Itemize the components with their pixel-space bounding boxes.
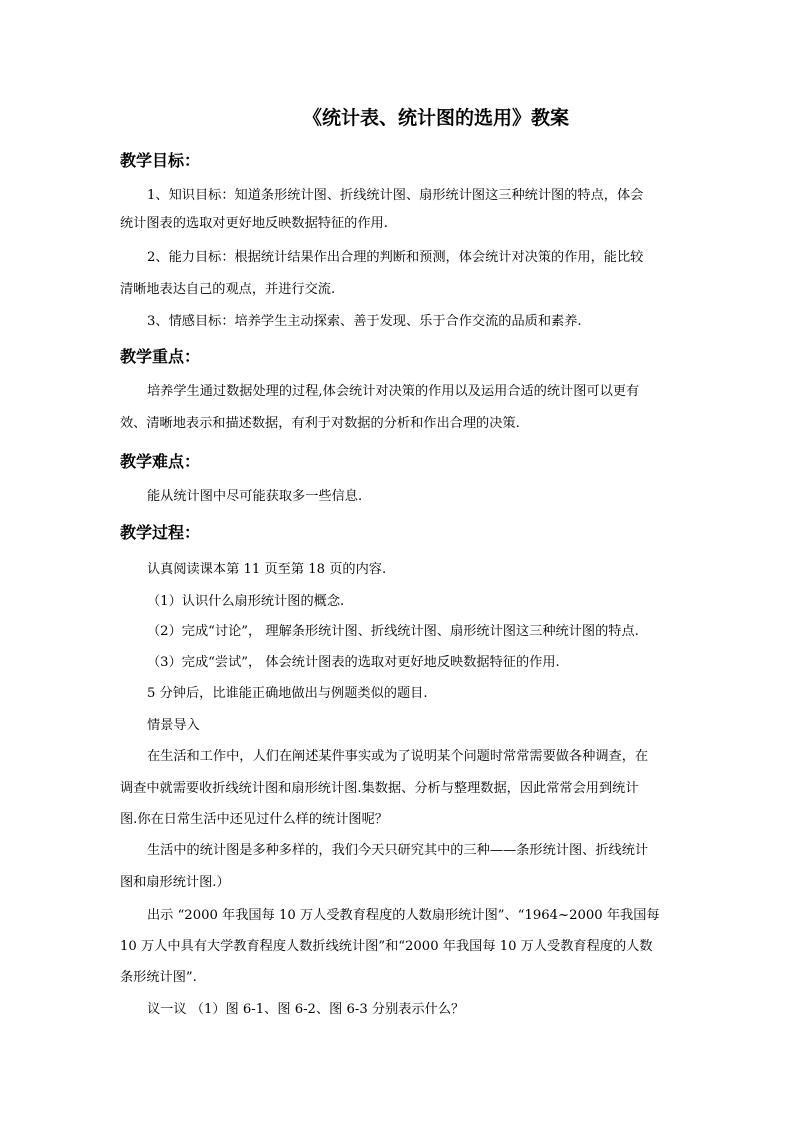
difficulty-heading: 教学难点： <box>120 452 201 471</box>
objective-3: 3、情感目标：培养学生主动探索、善于发现、乐于合作交流的品质和素养. <box>147 314 582 329</box>
life-line-1: 生活中的统计图是多种多样的，我们今天只研究其中的三种——条形统计图、折线统计 <box>147 843 649 858</box>
scene-line-2: 调查中就需要收折线统计图和扇形统计图.集数据、分析与整理数据，因此常常会用到统计 <box>120 781 639 796</box>
objective-1-line-2: 统计图表的选取对更好地反映数据特征的作用. <box>120 216 388 231</box>
document-title: 《统计表、统计图的选用》教案 <box>302 107 569 129</box>
key-points-line-1: 培养学生通过数据处理的过程,体会统计对决策的作用以及运用合适的统计图可以更有 <box>147 384 640 399</box>
objective-2-line-2: 清晰地表达自己的观点，并进行交流. <box>120 282 336 297</box>
show-line-3: 条形统计图”. <box>120 970 197 985</box>
key-points-line-2: 效、清晰地表示和描述数据，有利于对数据的分析和作出合理的决策. <box>120 416 520 431</box>
show-line-2: 10 万人中具有大学教育程度人数折线统计图”和“2000 年我国每 10 万人受教育程度的人数 <box>120 939 653 954</box>
process-line-6: 情景导入 <box>147 718 200 733</box>
show-line-1: 出示 “2000 年我国每 10 万人受教育程度的人数扇形统计图”、“1964~2000 年我国每 <box>147 908 660 923</box>
scene-line-1: 在生活和工作中，人们在阐述某件事实或为了说明某个问题时常常需要做各种调查，在 <box>147 749 649 764</box>
key-points-heading: 教学重点： <box>120 347 201 366</box>
process-line-1: 认真阅读课本第 11 页至第 18 页的内容. <box>147 562 387 577</box>
objective-1-line-1: 1、知识目标：知道条形统计图、折线统计图、扇形统计图这三种统计图的特点，体会 <box>147 188 644 203</box>
discuss-line: 议一议 （1）图 6-1、图 6-2、图 6-3 分别表示什么？ <box>147 1002 465 1017</box>
objective-2-line-1: 2、能力目标：根据统计结果作出合理的判断和预测，体会统计对决策的作用，能比较 <box>147 250 644 265</box>
objectives-heading: 教学目标： <box>120 151 201 170</box>
difficulty-text: 能从统计图中尽可能获取多一些信息. <box>147 489 363 504</box>
process-line-3: （2）完成“讨论”， 理解条形统计图、折线统计图、扇形统计图这三种统计图的特点. <box>147 624 639 639</box>
life-line-2: 图和扇形统计图.） <box>120 875 230 890</box>
process-line-2: （1）认识什么扇形统计图的概念. <box>147 594 345 609</box>
process-line-5: 5 分钟后，比谁能正确地做出与例题类似的题目. <box>147 686 428 701</box>
process-heading: 教学过程： <box>120 523 201 542</box>
process-line-4: （3）完成“尝试”， 体会统计图表的选取对更好地反映数据特征的作用. <box>147 655 560 670</box>
scene-line-3: 图.你在日常生活中还见过什么样的统计图呢？ <box>120 812 388 827</box>
